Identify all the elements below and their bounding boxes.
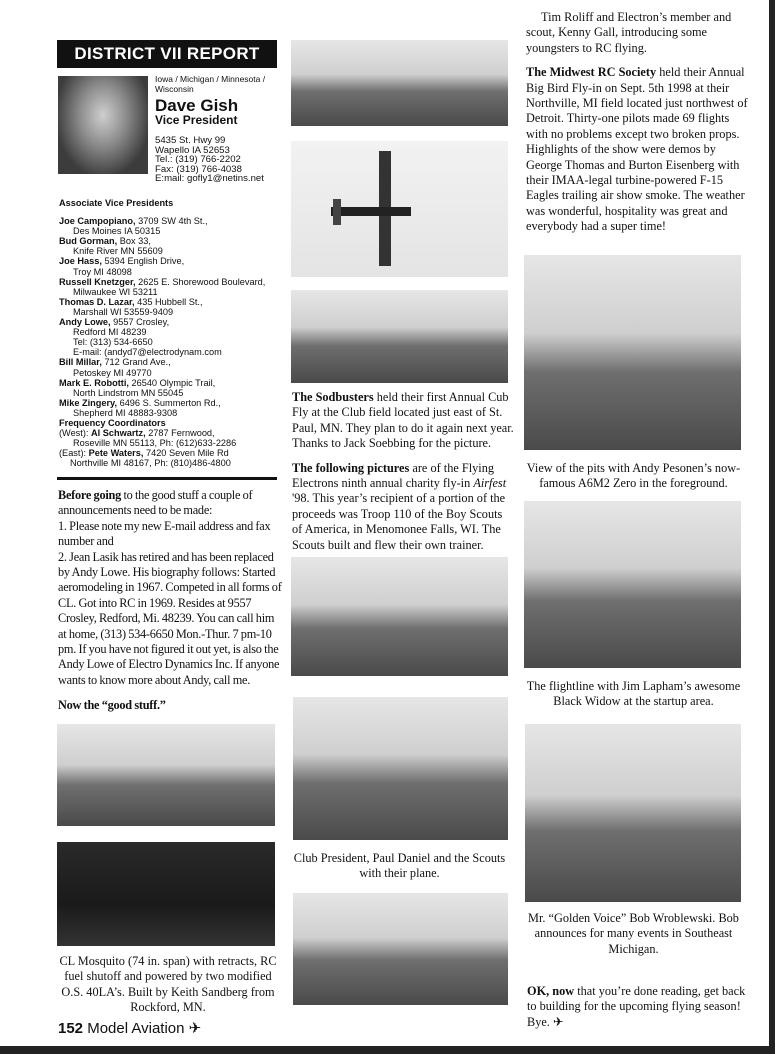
item-1: 1. Please note my new E-mail address and fax number and [58, 518, 271, 549]
scan-edge [769, 0, 775, 1054]
associate-entry [59, 317, 287, 327]
youngsters-photo [293, 893, 508, 1005]
announcer-photo [525, 724, 741, 902]
frequency-heading: Frequency Coordinators [59, 417, 166, 428]
freq-east-city: Northville MI 48167, Ph: (810)486-4800 [70, 458, 231, 469]
associate-entry [59, 357, 287, 367]
associate-entry [59, 277, 287, 287]
lead-in: OK, now [527, 984, 575, 998]
associate-detail: Des Moines IA 50315 [73, 226, 161, 237]
freq-west [59, 428, 287, 438]
associate-detail: North Lindstrom MN 55045 [73, 387, 184, 398]
text: that you’re done reading, get back to building for the upcoming flying season! Bye. [527, 984, 746, 1029]
vp-email: E:mail: gofly1@netins.net [155, 173, 264, 185]
associate-address: 712 Grand Ave., [101, 357, 171, 368]
mosquito-photo-1 [57, 724, 275, 826]
associate-detail: Shepherd MI 48883-9308 [73, 407, 178, 418]
vp-address: 5435 St. Hwy 99 [155, 135, 226, 146]
airfest-photo [291, 557, 508, 676]
associate-address: 5394 English Drive, [101, 256, 185, 267]
label: (West): [59, 428, 91, 439]
label: (East): [59, 448, 89, 459]
magazine-name: Model Aviation [87, 1020, 185, 1037]
airplane-icon: ✈ [188, 1020, 202, 1037]
sodbusters-text [292, 390, 514, 553]
associate-name: Andy Lowe, [59, 317, 111, 328]
intro-text [58, 488, 282, 714]
associate-detail: E-mail: (andyd7@electrodynam.com [73, 347, 222, 358]
section-title: DISTRICT VII REPORT [57, 40, 277, 68]
text: held their Annual Big Bird Fly-in on Sept. 5th 1998 at their Northville, MI field located just northwest of Detroit. Thirty-one pilots made 69 flights with no problems except two broken props. Highlights of the show were demos by George Thomas and Burton Eisenberg with their IMAA-legal turbine-powered F-15 Eagles trailing air show smoke. The weather was wonderful, hospitality was great and everybody had a super time! [526, 65, 748, 234]
lead-in: The following pictures [292, 460, 410, 475]
airplane-icon: ✈ [552, 1014, 564, 1029]
associate-entry [59, 297, 287, 307]
col3-text [526, 10, 748, 235]
associate-entry [59, 216, 287, 226]
divider [57, 477, 277, 480]
mosquito-caption: CL Mosquito (74 in. span) with retracts, RC fuel shutoff and powered by two modified O.S. 40LA’s. Built by Keith Sandberg from Rockford, MN. [59, 954, 277, 1015]
associate-detail: Milwaukee WI 53211 [73, 286, 158, 297]
associate-name: Russell Knetzger, [59, 276, 136, 287]
associate-entry [59, 256, 287, 266]
lead-in: Before going [58, 488, 121, 502]
vp-fax: Fax: (319) 766-4038 [155, 163, 242, 175]
vp-city: Wapello IA 52653 [155, 144, 230, 156]
address: 2787 Fernwood, [145, 428, 215, 439]
cub-landing-photo [291, 290, 508, 383]
page-footer [58, 1019, 201, 1037]
scouts-photo [293, 697, 508, 840]
name: Al Schwartz, [91, 428, 146, 439]
scouts-caption: Club President, Paul Daniel and the Scouts with their plane. [293, 851, 506, 881]
associate-name: Joe Campopiano, [59, 216, 136, 227]
associate-entry [59, 398, 287, 408]
scan-edge-bottom [0, 1046, 775, 1054]
vp-name: Dave Gish [155, 96, 239, 115]
airplane-icon [291, 141, 508, 277]
cub-flying-photo [291, 141, 508, 277]
associate-list [59, 198, 287, 468]
associate-name: Bill Millar, [59, 357, 102, 368]
vp-states: Iowa / Michigan / Minnesota / Wisconsin [155, 74, 266, 94]
lead-in: The Sodbusters [292, 390, 374, 404]
pits-caption: View of the pits with Andy Pesonen’s now-famous A6M2 Zero in the foreground. [526, 461, 741, 491]
vp-card [155, 74, 280, 184]
associates-heading: Associate Vice Presidents [59, 198, 174, 208]
vp-tel: Tel.: (319) 766-2202 [155, 154, 241, 166]
page-number: 152 [58, 1020, 84, 1037]
youngsters-caption: Tim Roliff and Electron’s member and scout, Kenny Gall, introducing some youngsters to RC flying. [526, 10, 732, 55]
associate-detail: Marshall WI 53559-9409 [73, 306, 174, 317]
closing-text [527, 984, 747, 1030]
good-stuff-heading: Now the “good stuff.” [58, 698, 166, 713]
pits-photo [524, 255, 741, 450]
associate-detail: Knife River MN 55609 [73, 246, 163, 257]
associate-detail: Troy MI 48098 [73, 266, 132, 277]
freq-west-city: Roseville MN 55113, Ph: (612)633-2286 [73, 438, 237, 449]
associate-address: 435 Hubbell St., [134, 296, 203, 307]
announcer-caption: Mr. “Golden Voice” Bob Wroblewski. Bob announces for many events in Southeast Michigan. [528, 911, 739, 956]
name: Pete Waters, [88, 448, 144, 459]
event-name: Airfest [473, 476, 507, 491]
black-widow-photo [524, 501, 741, 668]
associate-name: Joe Hass, [59, 256, 102, 267]
associate-name: Mike Zingery, [59, 397, 118, 408]
associate-name: Mark E. Robotti, [59, 377, 129, 388]
associate-detail: Redford MI 48239 [73, 327, 147, 338]
address: 7420 Seven Mile Rd [143, 448, 229, 459]
vp-role: Vice President [155, 113, 238, 127]
associate-entry [59, 236, 287, 246]
portrait-photo [58, 76, 148, 174]
associate-entry [59, 378, 287, 388]
associate-name: Bud Gorman, [59, 236, 118, 247]
lead-in: The Midwest RC Society [526, 65, 657, 80]
freq-east [59, 448, 287, 458]
flightline-caption: The flightline with Jim Lapham’s awesome Black Widow at the startup area. [526, 679, 741, 709]
flightline-photo [291, 40, 508, 126]
associate-address: 6496 S. Summerton Rd., [117, 397, 221, 408]
item-2: 2. Jean Lasik has retired and has been replaced by Andy Lowe. His biography follows: Started aeromodeling in 1967. Competed in all forms of CL. Got into RC in 1969. Resides at 9557 Crosley, Redford, Mi. 48239. You can call him at home, (313) 534-6650 Mon.-Thur. 7 pm-10 pm. If you have not figured it out yet, is also the Andy Lowe of Electro Dynamics Inc. If anyone wants to know more about Andy, call me. [58, 549, 282, 687]
associate-address: 9557 Crosley, [110, 317, 170, 328]
associate-address: Box 33, [117, 236, 151, 247]
text: to the good stuff a couple of announcements need to be made: [58, 488, 253, 518]
mosquito-photo-2 [57, 842, 275, 946]
associate-address: 2625 E. Shorewood Boulevard, [135, 276, 266, 287]
associate-address: 26540 Olympic Trail, [128, 377, 216, 388]
associate-detail: Petoskey MI 49770 [73, 367, 152, 378]
text: '98. This year’s recipient of a portion of the proceeds was Troop 110 of the Boy Scouts of America, in Menomonee Falls, WI. The Scouts built and flew their own trainer. [292, 491, 506, 552]
text: are of the Flying Electrons ninth annual charity fly-in [292, 460, 494, 491]
associate-name: Thomas D. Lazar, [59, 296, 135, 307]
associate-address: 3709 SW 4th St., [135, 216, 208, 227]
associate-detail: Tel: (313) 534-6650 [73, 337, 153, 348]
text: held their first Annual Cub Fly at the Club field located just east of St. Paul, MN. They plan to do it again next year. Thanks to Jack Soebbing for the picture. [292, 390, 514, 451]
